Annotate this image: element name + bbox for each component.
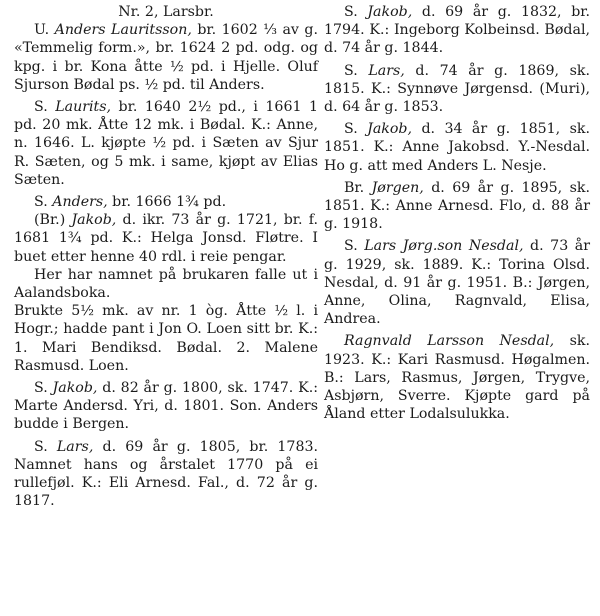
- entry-jorgen: [324, 179, 590, 234]
- entry-laurits: [14, 98, 318, 189]
- entry-anders: [14, 193, 318, 211]
- entry-anders-lauritsson: [14, 21, 318, 94]
- entry-text: Her har namnet på brukaren falle ut i Aalandsboka.: [14, 266, 318, 302]
- entry-text: d. 69 år g. 1895, sk. 1851. K.: Anne Arnesd. Flo, d. 88 år g. 1918.: [324, 179, 590, 233]
- entry-name: Laurits,: [55, 99, 112, 116]
- entry-name: Anders Lauritsson,: [54, 22, 192, 39]
- entry-jakob-br: [14, 211, 318, 266]
- entry-text: d. 34 år g. 1851, sk. 1851. K.: Anne Jakobsd. Y.-Nesdal. Ho g. att med Anders L. Nesje.: [324, 121, 590, 174]
- entry-jakob-1832: [324, 3, 590, 58]
- entry-note: [14, 266, 318, 302]
- entry-jakob-1851: [324, 120, 590, 175]
- entry-text: br. 1640 2½ pd., i 1661 1 pd. 20 mk. Åtte 12 mk. i Bødal. K.: Anne, n. 1646. L. kjøpte ½ pd. i Sæten av Sjur R. Sæten, og 5 mk. i same, kjøpt av Elias Sæten.: [14, 99, 319, 188]
- entry-lars-1805: [14, 438, 318, 511]
- entry-prefix: S.: [344, 4, 368, 20]
- entry-lars-1869: [324, 62, 590, 117]
- entry-text: Brukte 5½ mk. av nr. 1 òg. Åtte ½ l. i Hogr.; hadde pant i Jon O. Loen sitt br. K.: 1. Mari Bendiksd. Bødal. 2. Malene Rasmusd. Loen.: [14, 303, 318, 374]
- entry-text: d. 74 år g. 1869, sk. 1815. K.: Synnøve Jørgensd. (Muri), d. 64 år g. 1853.: [324, 62, 590, 116]
- entry-name: Jakob,: [367, 121, 413, 138]
- entry-jakob-1800: [14, 379, 318, 434]
- entry-text: d. ikr. 73 år g. 1721, br. f. 1681 1¾ pd. K.: Helga Jonsd. Fløtre. I buet etter henne 40 rdl. i reie pengar.: [14, 212, 318, 265]
- entry-text: d. 73 år g. 1929, sk. 1889. K.: Torina Olsd. Nesdal, d. 91 år g. 1951. B.: Jørgen, Anne, Olina, Ragnvald, Elisa, Andrea.: [324, 238, 590, 328]
- entry-text: d. 69 år g. 1805, br. 1783. Namnet hans og årstalet 1770 på ei rullefjøl. K.: Eli Arnesd. Fal., d. 72 år g. 1817.: [14, 438, 319, 510]
- entry-text: br. 1666 1¾ pd.: [107, 194, 227, 211]
- entry-brukte: [14, 302, 318, 375]
- right-column: [324, 3, 590, 423]
- entry-name: Lars,: [56, 438, 94, 455]
- entry-name: Lars Jørg.son Nesdal,: [364, 238, 524, 255]
- left-column: [14, 3, 318, 510]
- entry-name: Jørgen,: [371, 179, 424, 196]
- entry-text: br. 1602 ⅓ av g. «Temmelig form.», br. 1624 2 pd. odg. og kpg. i br. Kona åtte ½ pd. i Hjelle. Oluf Sjurson Bødal ps. ½ pd. til Anders.: [14, 22, 318, 93]
- entry-prefix: S.: [34, 380, 53, 397]
- entry-text: sk. 1923. K.: Kari Rasmusd. Høgalmen. B.: Lars, Rasmus, Jørgen, Trygve, Asbjørn, Sverre. Kjøpte gard på Åland etter Lodalsulukka.: [324, 333, 590, 423]
- entry-prefix: S.: [344, 238, 365, 255]
- entry-prefix: S.: [34, 99, 56, 116]
- entry-text: d. 82 år g. 1800, sk. 1747. K.: Marte Andersd. Yri, d. 1801. Son. Anders budde i Bergen.: [14, 380, 318, 433]
- entry-prefix: S.: [344, 121, 368, 138]
- entry-name: Jakob,: [367, 4, 413, 20]
- entry-name: Jakob,: [52, 380, 98, 397]
- entry-name: Ragnvald Larsson Nesdal,: [344, 333, 555, 350]
- entry-lars-nesdal: [324, 237, 590, 328]
- entry-prefix: S.: [34, 438, 57, 455]
- farm-header: Nr. 2, Larsbr.: [118, 4, 214, 20]
- entry-prefix: Br.: [344, 179, 372, 196]
- entry-name: Lars,: [368, 62, 405, 79]
- entry-prefix: S.: [344, 62, 369, 79]
- entry-prefix: S.: [34, 194, 53, 211]
- entry-prefix: (Br.): [34, 212, 72, 229]
- entry-name: Jakob,: [71, 212, 117, 229]
- entry-ragnvald-nesdal: [324, 332, 590, 423]
- entry-prefix: U.: [34, 22, 55, 39]
- entry-text: d. 69 år g. 1832, br. 1794. K.: Ingeborg Kolbeinsd. Bødal, d. 74 år g. 1844.: [324, 4, 591, 57]
- entry-name: Anders,: [52, 194, 108, 211]
